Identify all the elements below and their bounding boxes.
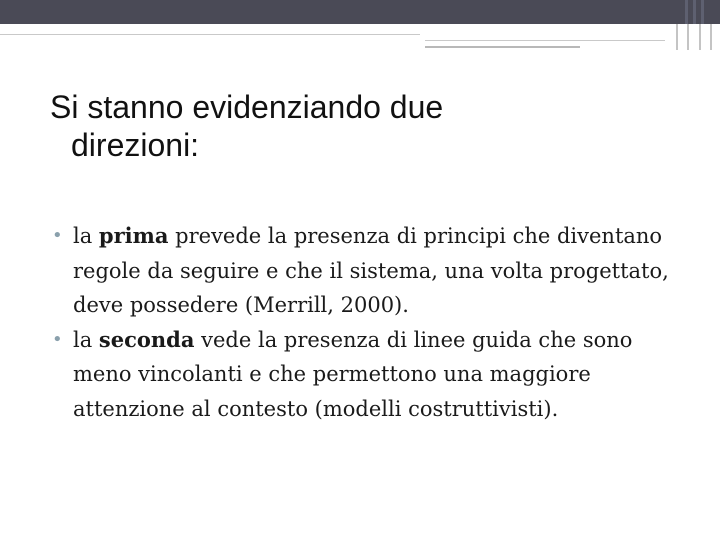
header-corner-decoration	[680, 0, 720, 24]
decorative-stripes	[676, 24, 712, 50]
bullet-item	[52, 219, 692, 323]
slide-title	[50, 88, 650, 164]
bullet-icon: •	[52, 328, 63, 350]
decorative-rule	[0, 34, 420, 35]
bullet-item	[52, 323, 692, 427]
bullet-list	[52, 219, 692, 426]
slide-title-line1: Si stanno evidenziando due	[50, 89, 444, 125]
header-band	[0, 0, 720, 24]
decorative-rule	[425, 46, 580, 48]
slide-title-line2: direzioni:	[71, 127, 200, 163]
decorative-rule	[425, 40, 665, 41]
bullet-text-post: vede la presenza di linee guida che sono meno vincolanti e che permettono una maggiore attenzione al contesto (modelli costruttivisti).	[73, 327, 633, 421]
bullet-text-post: prevede la presenza di principi che diventano regole da seguire e che il sistema, una volta progettato, deve possedere (Merrill, 2000).	[73, 224, 669, 317]
bullet-text-pre: la	[73, 327, 99, 352]
bullet-text-bold: seconda	[98, 326, 195, 352]
bullet-text-pre: la	[73, 224, 99, 248]
bullet-icon: •	[52, 225, 63, 246]
bullet-text-bold: prima	[98, 223, 169, 248]
